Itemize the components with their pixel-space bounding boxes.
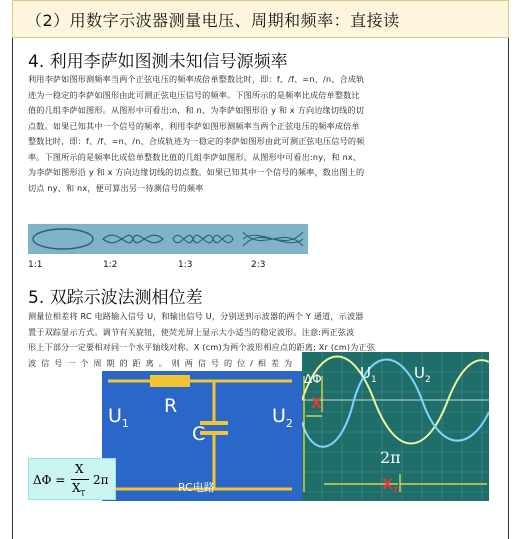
formula-fraction-bar (71, 479, 89, 480)
section-5-line: 置于双踪显示方式。调节有关旋钮，使荧光屏上显示大小适当的稳定波形。注意:两正弦波 (28, 326, 355, 337)
section-4-line: 迹为一稳定的李萨如图形由此可测正弦电压信号的频率。下图所示的是频率比成倍单整数比 (28, 89, 360, 100)
oscilloscope-trace (302, 352, 489, 501)
header-text: （2）用数字示波器测量电压、周期和频率：直接读 (26, 11, 400, 30)
scope-xt-label: $X_T$ (382, 477, 399, 495)
scope-x-label: X (311, 396, 322, 412)
lissajous-figure-1-2 (98, 224, 168, 254)
lissajous-figure-1-1 (28, 224, 98, 254)
section-4-line: 切点 ny、和 nx，便可算出另一待测信号的频率 (28, 182, 204, 193)
scope-u2-label: $U_2$ (414, 364, 431, 385)
lissajous-figure-2-3 (238, 224, 308, 254)
scope-dphi-label: ΔΦ (304, 372, 322, 386)
formula-rhs: 2π (93, 473, 109, 487)
scope-u1-label: $U_1$ (360, 364, 377, 385)
circuit-u1-label: $U_1$ (108, 405, 129, 430)
scope-period-label: 2π (380, 448, 401, 467)
section-4-line: 点数。如果已知其中一个信号的频率，利用李萨如图形测频率当两个正弦电压的频率成倍单 (28, 120, 360, 131)
lissajous-figure-1-3 (168, 224, 238, 254)
resistor-label: R (164, 395, 178, 417)
section-4-line: 利用李萨如图形测频率当两个正弦电压的频率成倍单整数比时，即：f、/f、=n、/n、合成轨 (28, 74, 365, 84)
ratio-label: 1:2 (103, 260, 118, 270)
ratio-label: 2:3 (251, 260, 266, 270)
formula-numerator: X (75, 462, 84, 476)
section-4-title: 4. 利用李萨如图测未知信号源频率 (28, 52, 288, 72)
phase-formula (28, 458, 116, 500)
section-5-line: 测量位相差将 RC 电路输入信号 U，和输出信号 U，分别送到示波器的两个 Y 通道，示波器 (28, 311, 364, 321)
section-5-title: 5. 双踪示波法测相位差 (28, 288, 203, 308)
section-4-line: 整数比时，即：f、/f、=n、/n、合成轨迹为一稳定的李萨如图形由此可测正弦电压信号的频 (28, 136, 365, 146)
ratio-label: 1:3 (178, 260, 193, 270)
circuit-u2-label: $U_2$ (272, 405, 293, 430)
section-4-line: 率。下图所示的是频率比成倍单整数比值的几组李萨如图形。从图形中可看出:ny，和 nx、 (28, 151, 362, 162)
rc-circuit-diagram (102, 371, 302, 501)
section-4-line: 为李萨如图形沿 y 和 x 方向边缘切线的切点数。如果已知其中一个信号的频率，数出图上的 (28, 167, 365, 177)
formula-denominator: $X_T$ (72, 481, 86, 498)
section-4-line: 值的几组李萨如图形。从图形中可看出:n，和 n、为李萨如图形沿 y 和 x 方向边缘切线的切 (28, 105, 365, 115)
circuit-caption: RC电路 (178, 481, 215, 494)
section-5-line: 波 信 号 一 个 周 期 的 距 离 。 则 两 信 号 的 位 / 相 差 为 (28, 357, 294, 368)
section-4-paragraph (28, 72, 495, 196)
capacitor-label: C (192, 423, 206, 445)
ratio-label: 1:1 (28, 260, 43, 270)
formula-lhs: ΔΦ = (33, 473, 66, 487)
section-5-line: 形上下部分一定要相对同一个水平轴线对称。X (cm)为两个波形相应点的距离; Xr (cm)为正弦 (28, 342, 376, 352)
